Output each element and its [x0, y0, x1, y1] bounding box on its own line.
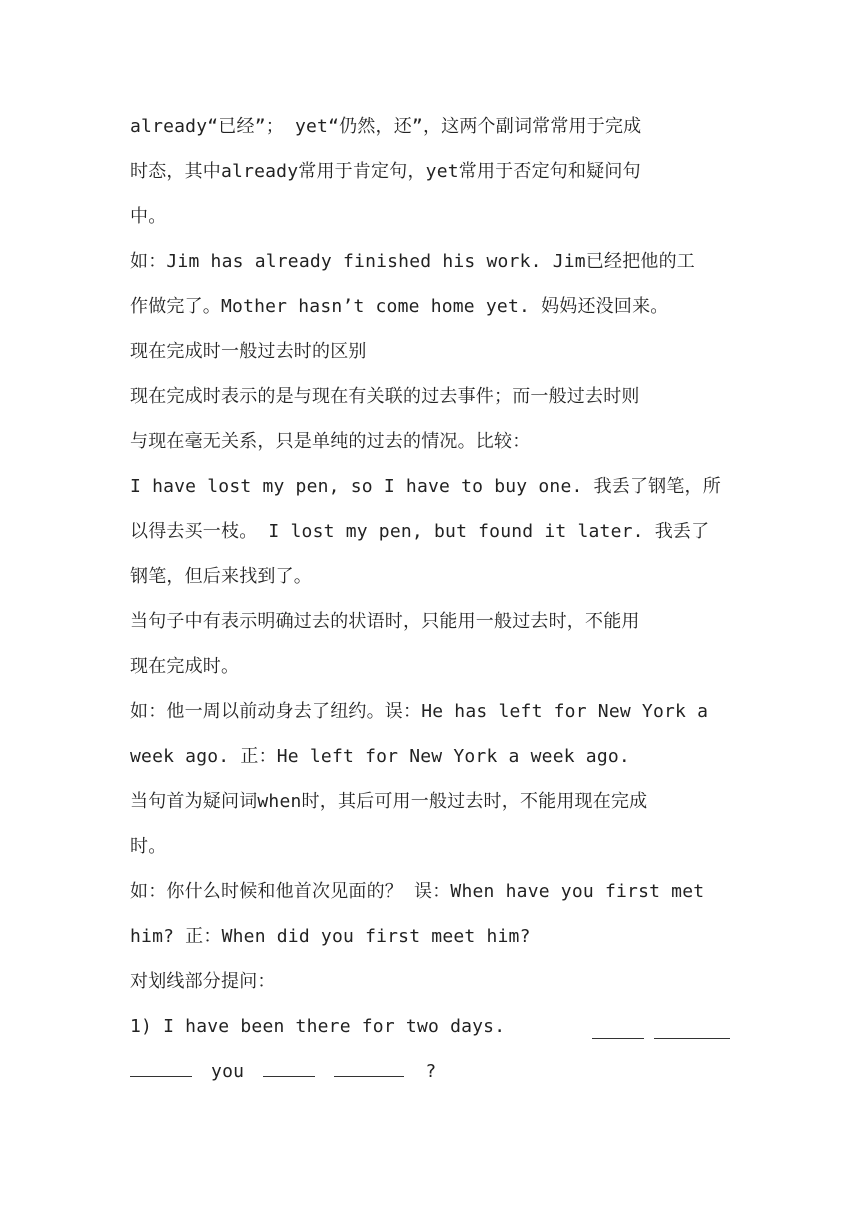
answer-blank[interactable] — [654, 1016, 730, 1039]
text-line: 当句子中有表示明确过去的状语时，只能用一般过去时，不能用 — [130, 611, 640, 632]
text-line: 时态，其中already常用于肯定句，yet常用于否定句和疑问句 — [130, 161, 641, 182]
text-line: 中。 — [130, 206, 167, 227]
answer-blank[interactable] — [592, 1016, 644, 1039]
text-line: 现在完成时表示的是与现在有关联的过去事件；而一般过去时则 — [130, 386, 640, 407]
example-line: 如：你什么时候和他首次见面的？ 误：When have you first met — [130, 881, 705, 902]
example-line: him? 正：When did you first meet him? — [130, 926, 531, 947]
example-line: 以得去买一枝。 I lost my pen, but found it later. 我丢了 — [130, 521, 710, 542]
exercise-sentence: 1) I have been there for two days. — [130, 1016, 506, 1037]
exercise-heading: 对划线部分提问： — [130, 971, 276, 992]
example-line: 钢笔，但后来找到了。 — [130, 566, 312, 587]
example-line: I have lost my pen, so I have to buy one. 我丢了钢笔，所 — [130, 476, 721, 497]
text-line: 与现在毫无关系，只是单纯的过去的情况。比较： — [130, 431, 531, 452]
text-line: 作做完了。Mother hasn’t come home yet. 妈妈还没回来。 — [130, 296, 669, 317]
exercise-line-1 — [130, 1008, 730, 1053]
section-heading: 现在完成时一般过去时的区别 — [130, 341, 367, 362]
document-body — [130, 108, 730, 1098]
text-line: 现在完成时。 — [130, 656, 240, 677]
exercise-question-mark: ? — [425, 1061, 437, 1082]
answer-blank[interactable] — [130, 1054, 192, 1077]
exercise-word: you — [211, 1061, 245, 1082]
answer-blank[interactable] — [334, 1054, 404, 1077]
example-line: 如：他一周以前动身去了纽约。误：He has left for New York a — [130, 701, 709, 722]
answer-blank[interactable] — [263, 1054, 315, 1077]
text-line: 当句首为疑问词when时，其后可用一般过去时，不能用现在完成 — [130, 791, 648, 812]
exercise-line-2 — [130, 1053, 730, 1098]
example-line: week ago. 正：He left for New York a week ago. — [130, 746, 630, 767]
text-line: 如：Jim has already finished his work. Jim已经把他的工 — [130, 251, 696, 272]
text-line: 时。 — [130, 836, 167, 857]
text-line: already“已经”； yet“仍然，还”，这两个副词常常用于完成 — [130, 116, 642, 137]
